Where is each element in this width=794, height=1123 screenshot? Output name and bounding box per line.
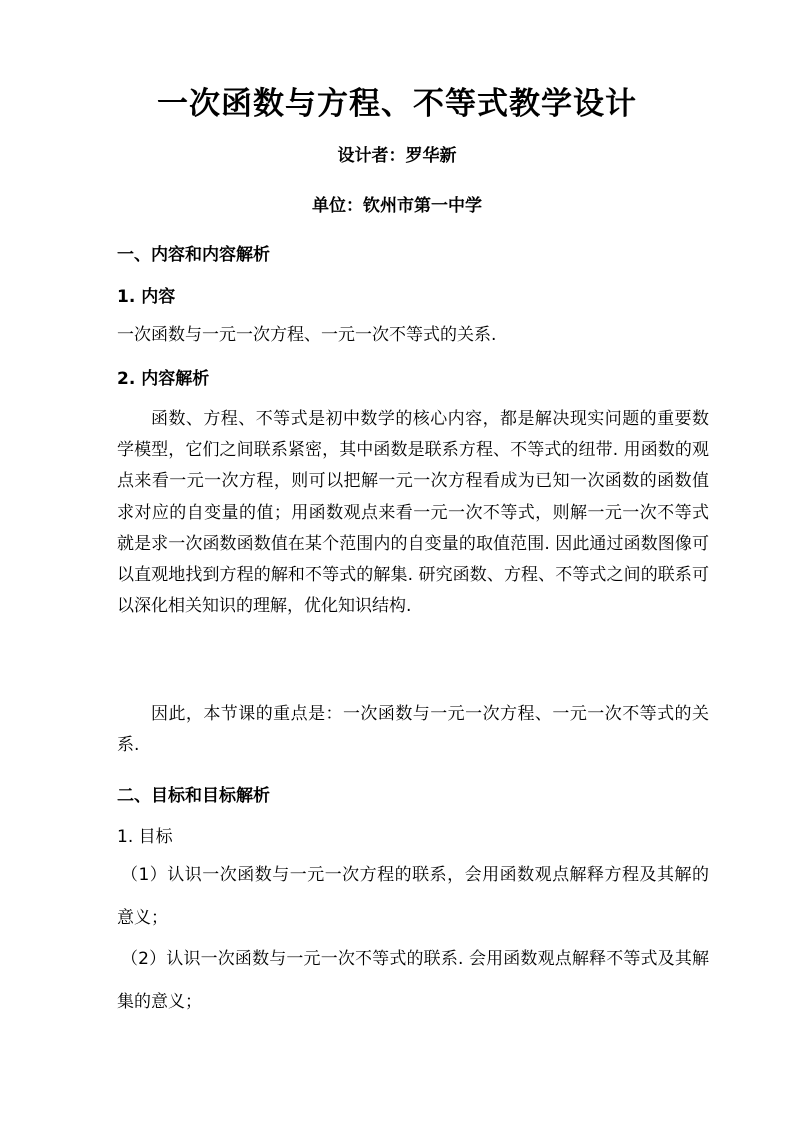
section1-sub1-heading: 1. 内容 bbox=[117, 287, 176, 307]
content-analysis-paragraph: 函数、方程、不等式是初中数学的核心内容，都是解决现实问题的重要数学模型，它们之间联系紧密，其中函数是联系方程、不等式的纽带. 用函数的观点来看一元一次方程，则可以把解一元一次方程看成为已知一次函数的函数值求对应的自变量的值；用函数观点来看一元一次不等式，则解一元一次不等式就是求一次函数函数值在某个范围内的自变量的取值范围. 因此通过函数图像可以直观地找到方程的解和不等式的解集. 研究函数、方程、不等式之间的联系可以深化相关知识的理解，优化知识结构. bbox=[117, 409, 709, 617]
goal-item-2: （2）认识一次函数与一元一次不等式的联系. 会用函数观点解释不等式及其解集的意义； bbox=[117, 949, 709, 1012]
section1-sub2-heading: 2. 内容解析 bbox=[117, 369, 210, 389]
section1-heading: 一、内容和内容解析 bbox=[117, 245, 270, 265]
section2-sub1-heading: 1. 目标 bbox=[117, 827, 173, 847]
author-line: 设计者：罗华新 bbox=[337, 146, 457, 166]
section1-sub1-text: 一次函数与一元一次方程、一元一次不等式的关系. bbox=[117, 325, 497, 345]
goal-item-1: （1）认识一次函数与一元一次方程的联系，会用函数观点解释方程及其解的意义； bbox=[117, 865, 709, 928]
document-title: 一次函数与方程、不等式教学设计 bbox=[157, 86, 637, 122]
key-point-paragraph: 因此，本节课的重点是：一次函数与一元一次方程、一元一次不等式的关系. bbox=[117, 704, 709, 756]
unit-line: 单位：钦州市第一中学 bbox=[312, 196, 482, 216]
section2-heading: 二、目标和目标解析 bbox=[117, 786, 270, 806]
